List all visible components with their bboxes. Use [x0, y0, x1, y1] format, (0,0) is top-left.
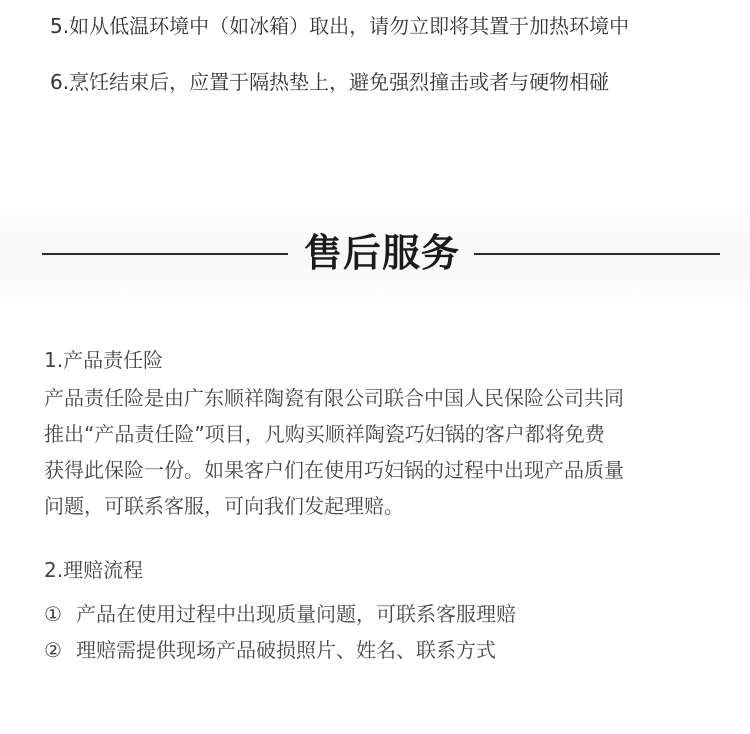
- claims-list: [44, 596, 714, 668]
- claim-step-text: 产品在使用过程中出现质量问题，可联系客服理赔: [76, 602, 516, 626]
- care-notes-section: [0, 0, 750, 200]
- claims-block: [44, 554, 714, 668]
- care-note-5: 5.如从低温环境中（如冰箱）取出，请勿立即将其置于加热环境中: [50, 14, 630, 38]
- insurance-paragraph: [44, 380, 714, 524]
- claim-step-number: ①: [44, 602, 62, 626]
- header-divider-right: [474, 253, 720, 255]
- care-note-6: 6.烹饪结束后，应置于隔热垫上，避免强烈撞击或者与硬物相碰: [50, 70, 610, 94]
- claim-step-text: 理赔需提供现场产品破损照片、姓名、联系方式: [76, 638, 496, 662]
- section-title: 售后服务: [303, 231, 460, 275]
- insurance-paragraph-line: 问题，可联系客服，可向我们发起理赔。: [44, 494, 404, 518]
- insurance-paragraph-line: 推出“产品责任险”项目，凡购买顺祥陶瓷巧妇锅的客户都将免费: [44, 422, 605, 446]
- list-item: [44, 596, 714, 632]
- header-divider-left: [42, 253, 288, 255]
- list-item: [44, 632, 714, 668]
- claim-step-number: ②: [44, 638, 62, 662]
- insurance-block: [44, 344, 714, 524]
- after-sales-content: [44, 344, 714, 668]
- claims-title: 2.理赔流程: [44, 558, 144, 582]
- insurance-title: 1.产品责任险: [44, 348, 164, 372]
- insurance-paragraph-line: 获得此保险一份。如果客户们在使用巧妇锅的过程中出现产品质量: [44, 458, 624, 482]
- insurance-paragraph-line: 产品责任险是由广东顺祥陶瓷有限公司联合中国人民保险公司共同: [44, 386, 624, 410]
